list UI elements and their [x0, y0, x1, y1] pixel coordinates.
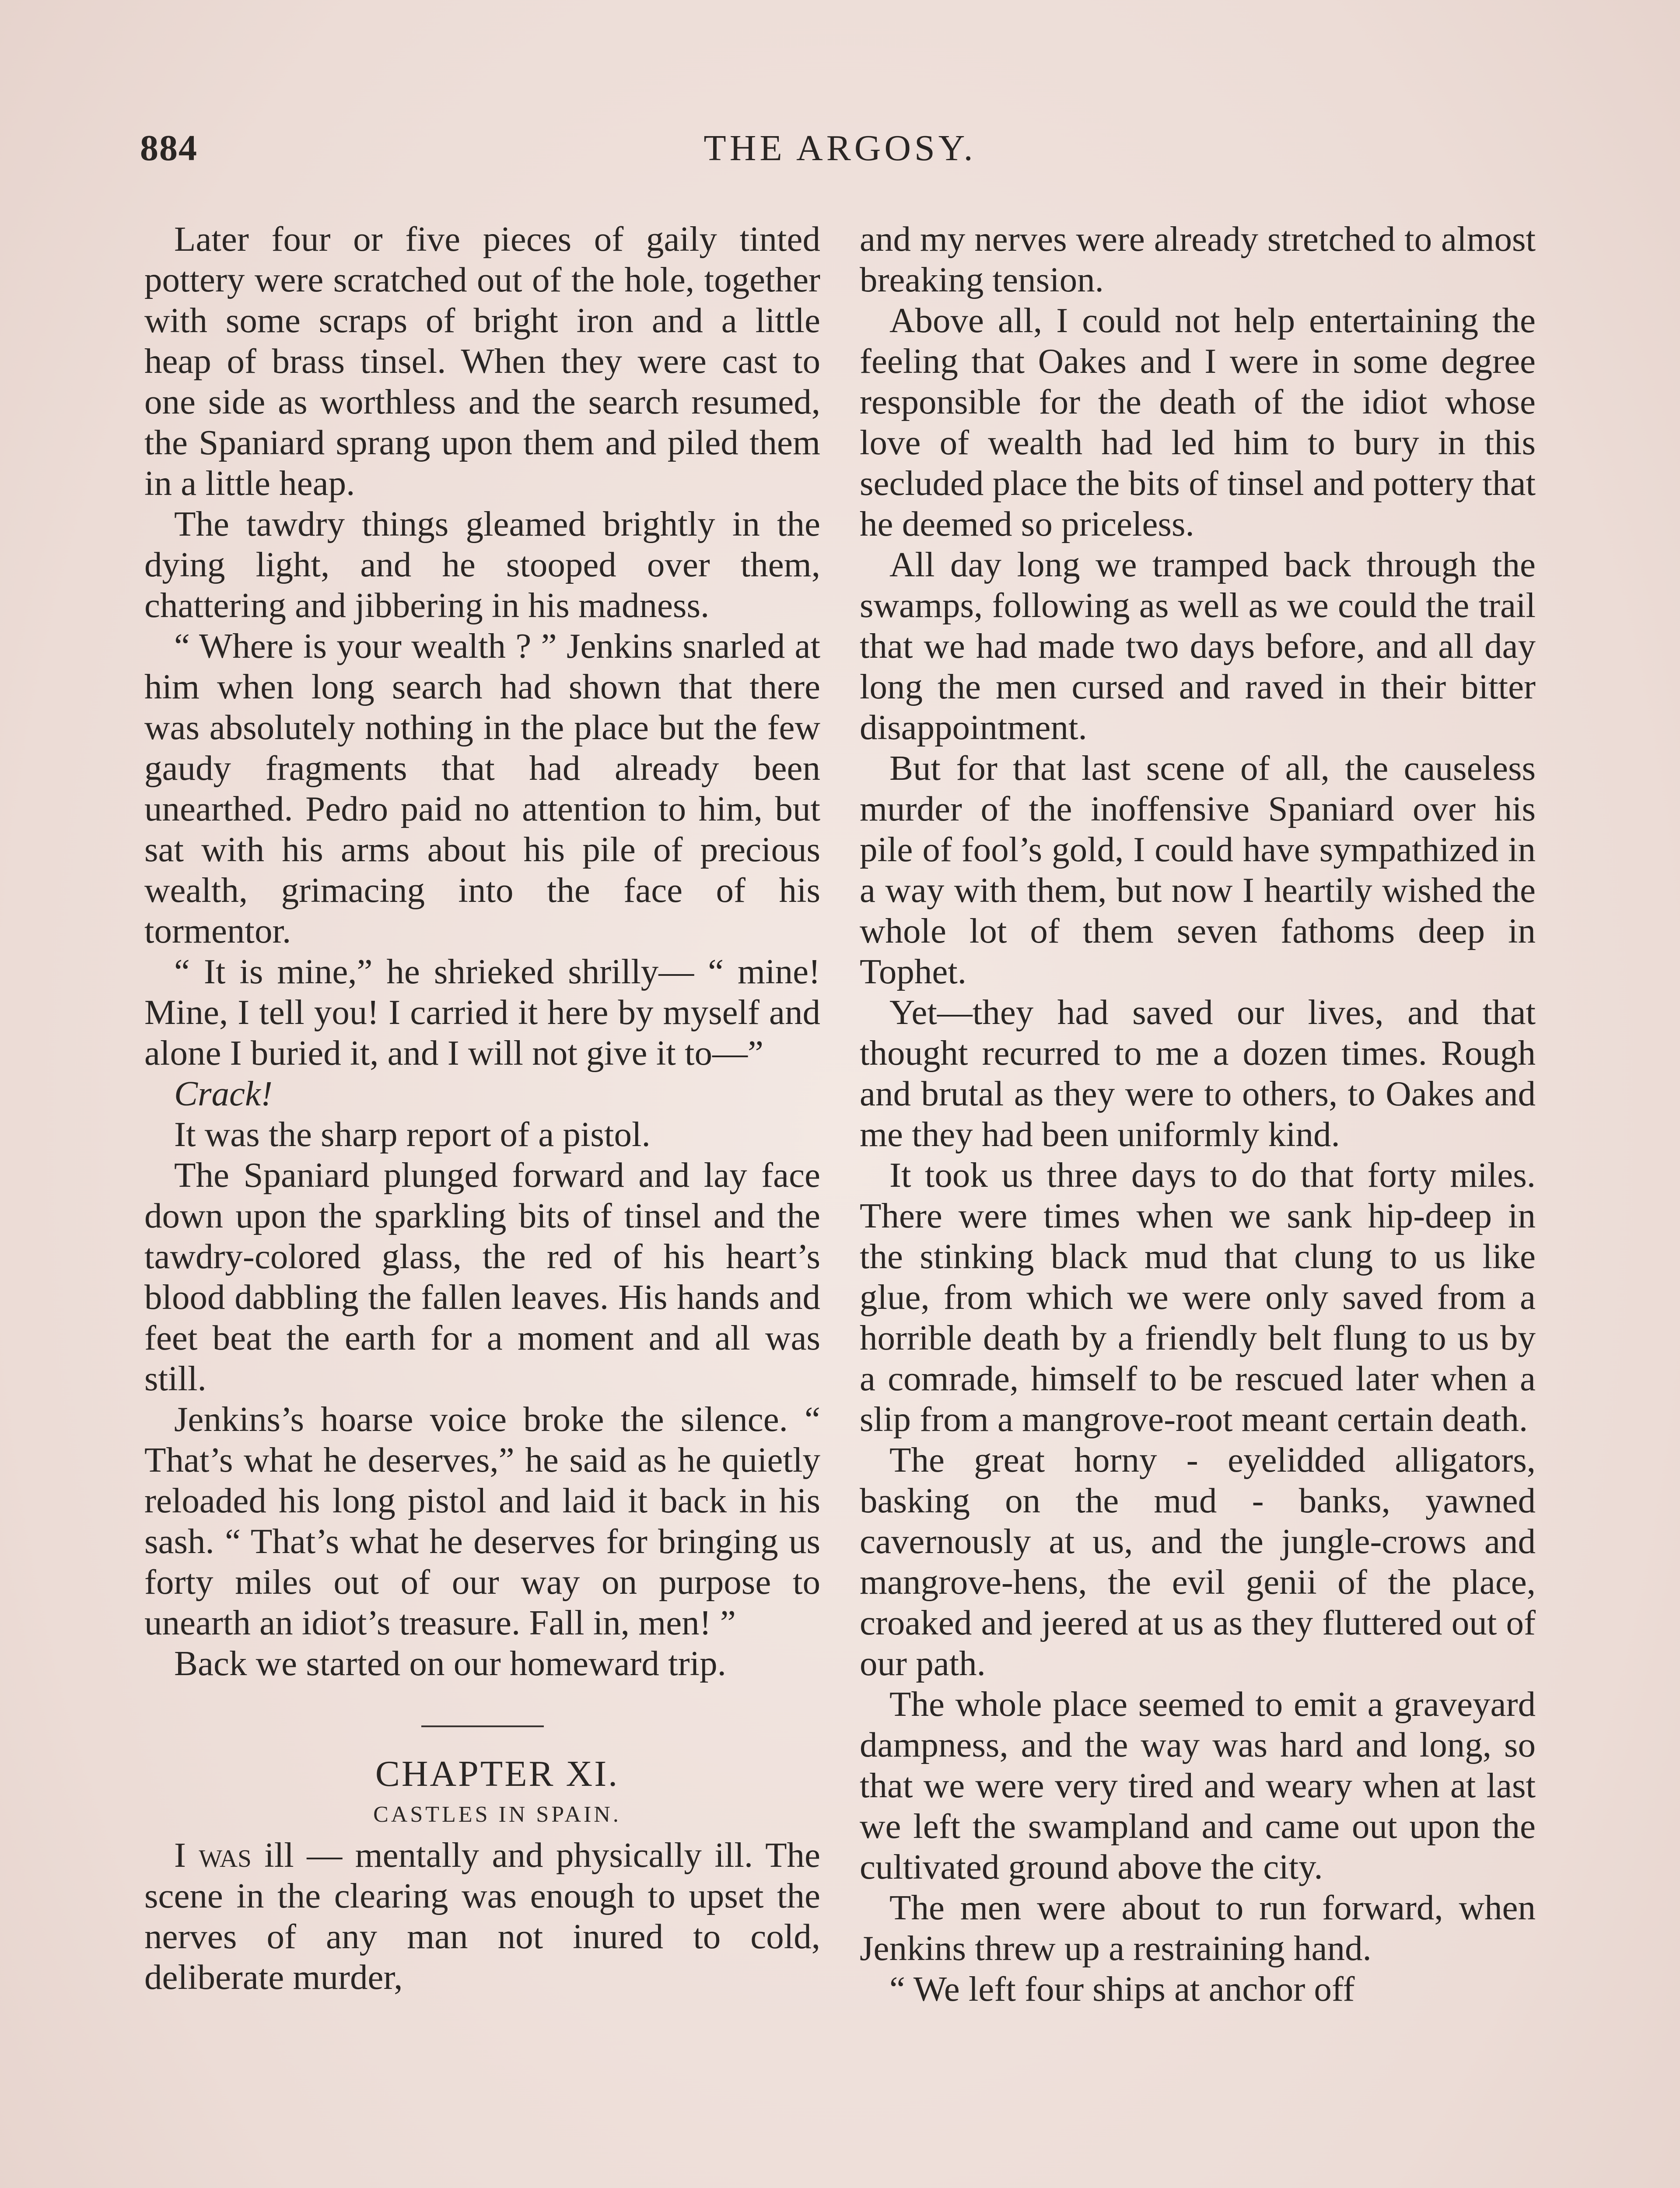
paragraph: It took us three days to do that forty miles. There were times when we sank hip-deep in the stinking black mud that clung to us like glue, from which we were only saved from a horrible death by a friendly belt flung to us by a comrade, himself to be rescued later when a slip from a mangrove-root meant certain death.	[860, 1155, 1536, 1439]
paragraph: Later four or five pieces of gaily tinted pottery were scratched out of the hole, together with some scraps of bright iron and a little heap of brass tinsel. When they were cast to one side as worthless and the search resumed, the Spaniard sprang upon them and piled them in a little heap.	[144, 219, 820, 503]
paragraph: The whole place seemed to emit a graveyard dampness, and the way was hard and long, so that we were very tired and weary when at last we left the swampland and came out upon the cultivated ground above the city.	[860, 1684, 1536, 1886]
chapter-heading: CHAPTER XI.	[375, 1753, 620, 1794]
paragraph: The Spaniard plunged forward and lay face down upon the sparkling bits of tinsel and the tawdry-colored glass, the red of his heart’s blood dabbling the fallen leaves. His hands and feet beat the earth for a moment and all was still.	[144, 1155, 820, 1398]
paragraph: Back we started on our homeward trip.	[174, 1644, 726, 1683]
paragraph: The great horny - eyelidded alligators, basking on the mud - banks, yawned cavernously at us, and the jungle-crows and mangrove-hens, the evil genii of the place, croaked and jeered at us as they fluttered out of our path.	[860, 1440, 1536, 1683]
page-number: 884	[140, 128, 198, 168]
paragraph-chapter-opening	[144, 1835, 820, 1998]
paragraph-crack: Crack!	[174, 1074, 273, 1113]
section-divider	[421, 1725, 544, 1727]
paragraph-continued: and my nerves were already stretched to almost breaking tension.	[860, 219, 1536, 299]
paragraph: But for that last scene of all, the causeless murder of the inoffensive Spaniard over his pile of fool’s gold, I could have sympathized in a way with them, but now I heartily wished the whole lot of them seven fathoms deep in Tophet.	[860, 748, 1536, 991]
page-header	[140, 127, 1540, 179]
paragraph: Above all, I could not help entertaining the feeling that Oakes and I were in some degree responsible for the death of the idiot whose love of wealth had led him to bury in this secluded place the bits of tinsel and pottery that he deemed so priceless.	[860, 301, 1536, 543]
paragraph: “ It is mine,” he shrieked shrilly— “ mine! Mine, I tell you! I carried it here by myself and alone I buried it, and I will not give it to—”	[144, 952, 820, 1073]
right-column	[860, 219, 1536, 2009]
paragraph: “ Where is your wealth ? ” Jenkins snarled at him when long search had shown that there was absolutely nothing in the place but the few gaudy fragments that had already been unearthed. Pedro paid no attention to him, but sat with his arms about his pile of precious wealth, grimacing into the face of his tormentor.	[144, 626, 820, 950]
chapter-subtitle: CASTLES IN SPAIN.	[373, 1802, 621, 1827]
opening-text: ill — mentally and physically ill. The scene in the clearing was enough to upset the nerves of any man not inured to cold, deliberate murder,	[144, 1835, 820, 1997]
paragraph: It was the sharp report of a pistol.	[174, 1115, 651, 1154]
paragraph: “ We left four ships at anchor off	[889, 1969, 1355, 2009]
running-title: THE ARGOSY.	[704, 128, 976, 168]
paragraph: The men were about to run forward, when Jenkins threw up a restraining hand.	[860, 1888, 1536, 1968]
paragraph: The tawdry things gleamed brightly in the dying light, and he stooped over them, chattering and jibbering in his madness.	[144, 504, 820, 625]
paragraph: Yet—they had saved our lives, and that thought recurred to me a dozen times. Rough and brutal as they were to others, to Oakes and me they had been uniformly kind.	[860, 992, 1536, 1154]
paragraph: Jenkins’s hoarse voice broke the silence. “ That’s what he deserves,” he said as he quietly reloaded his long pistol and laid it back in his sash. “ That’s what he deserves for bringing us forty miles out of our way on purpose to unearth an idiot’s treasure. Fall in, men! ”	[144, 1399, 820, 1642]
left-column	[144, 219, 820, 1998]
opening-words: I was	[174, 1835, 252, 1875]
paragraph: All day long we tramped back through the swamps, following as well as we could the trail that we had made two days before, and all day long the men cursed and raved in their bitter disappointment.	[860, 545, 1536, 747]
